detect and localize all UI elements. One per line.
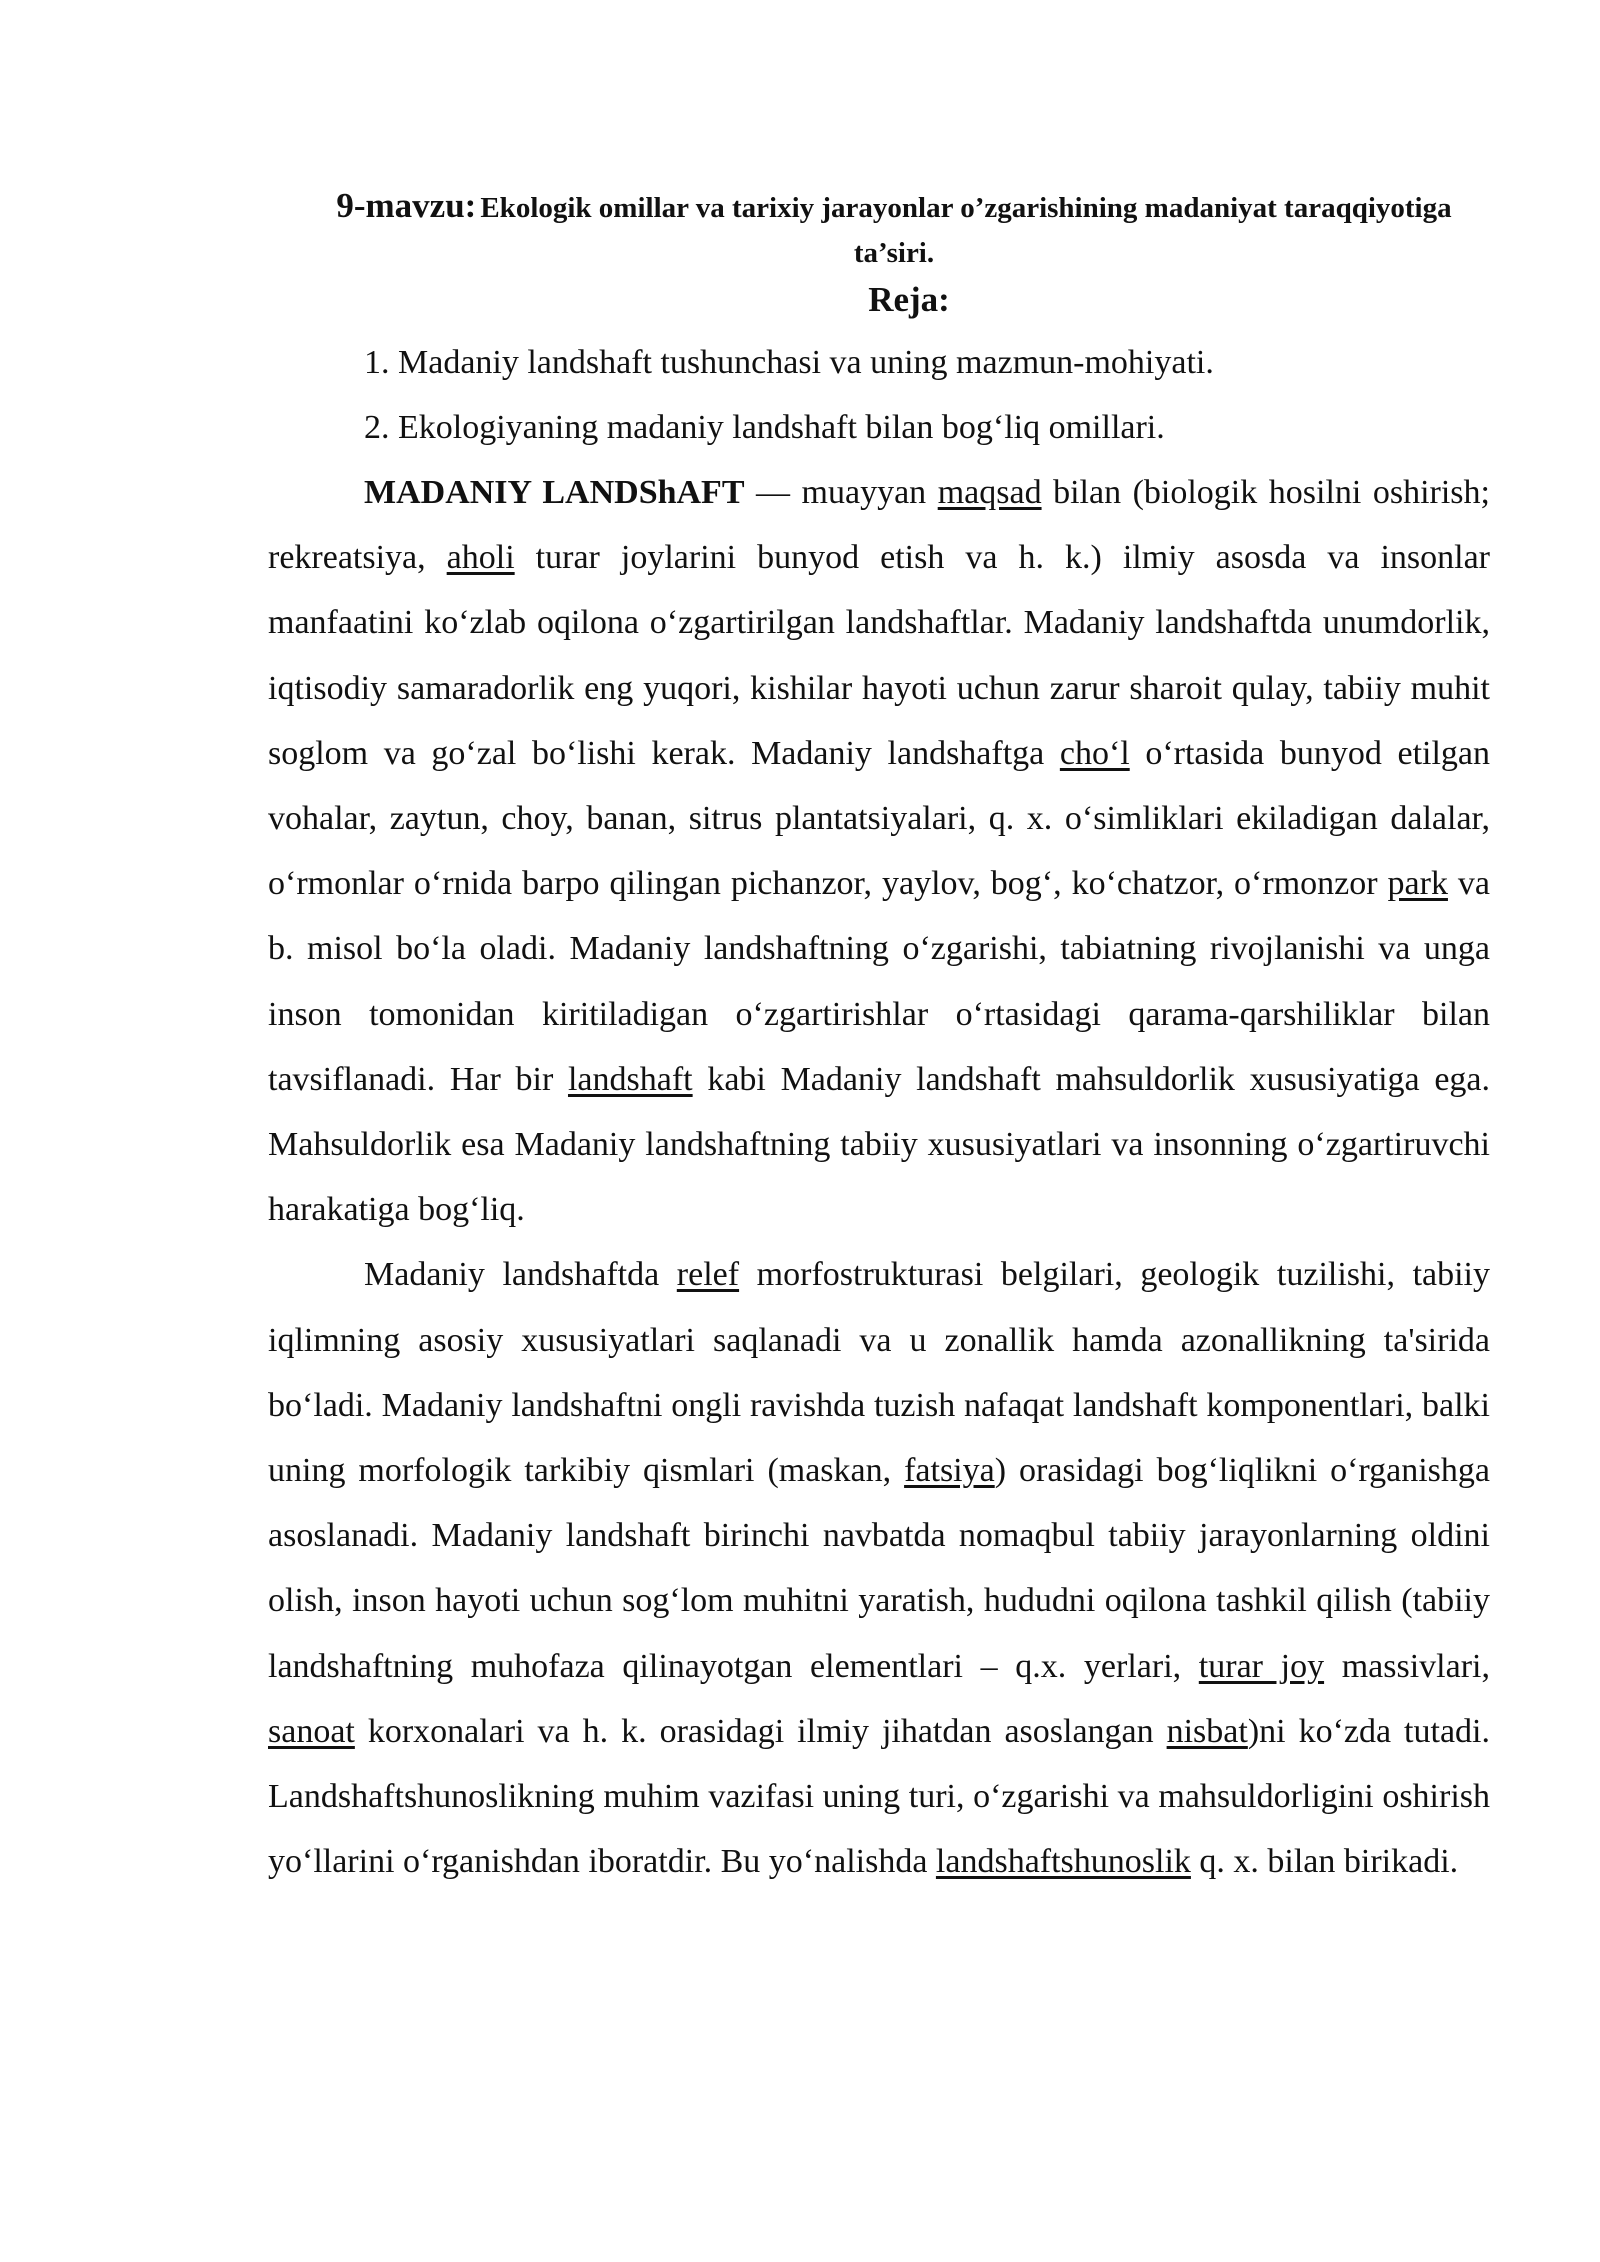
term-bold: MADANIY LANDShAFT <box>364 474 745 511</box>
p2-text-7: q. x. bilan birikadi. <box>1190 1843 1459 1881</box>
link-relef[interactable]: relef <box>676 1256 740 1294</box>
paragraph-2 <box>268 1242 1490 1894</box>
link-landshaft[interactable]: landshaft <box>567 1060 693 1098</box>
topic-title <box>268 186 1490 278</box>
plan-heading: Reja: <box>868 280 950 319</box>
p2-text-3: ) orasidagi bog‘liqlikni o‘rganishga asoslanadi. Madaniy landshaft birinchi navbatda nomaqbul tabiiy jarayonlarning oldini olish, inson hayoti uchun sog‘lom muhitni yaratish, hududni oqilona tashkil qilish (tabiiy landshaftning muhofaza qilinayotgan elementlari – q.x. yerlari, <box>268 1452 1490 1685</box>
topic-text: Ekologik omillar va tarixiy jarayonlar o’zgarishining madaniyat taraqqiyotiga ta’siri. <box>480 192 1452 269</box>
link-landshaftshunoslik[interactable]: landshaftshunoslik <box>935 1843 1191 1881</box>
p2-text-5: korxonalari va h. k. orasidagi ilmiy jihatdan asoslangan <box>354 1712 1167 1750</box>
link-fatsiya[interactable]: fatsiya <box>904 1452 995 1490</box>
link-park[interactable]: park <box>1387 865 1448 903</box>
link-chol[interactable]: cho‘l <box>1059 734 1130 772</box>
link-nisbat[interactable]: nisbat <box>1166 1712 1248 1750</box>
p2-text-4: massivlari, <box>1324 1647 1490 1685</box>
paragraph-1 <box>268 460 1490 1242</box>
p2-text-1: Madaniy landshaftda <box>364 1256 677 1294</box>
link-turar-joy[interactable]: turar joy <box>1198 1647 1325 1685</box>
p2-text-6: )ni ko‘zda tutadi. Landshaftshunoslikning muhim vazifasi uning turi, o‘zgarishi va mahsuldorligini oshirish yo‘llarini o‘rganishdan iboratdir. Bu yo‘nalishda <box>268 1712 1490 1881</box>
p1-text-2: bilan (biologik hosilni oshirish; rekreatsiya, <box>268 474 1490 577</box>
plan-item-1: 1. Madaniy landshaft tushunchasi va uning mazmun-mohiyati. <box>364 344 1214 381</box>
link-maqsad[interactable]: maqsad <box>937 474 1042 511</box>
p1-text-4: o‘rtasida bunyod etilgan vohalar, zaytun, choy, banan, sitrus plantatsiyalari, q. x. o‘simliklari ekiladigan dalalar, o‘rmonlar o‘rnida barpo qilingan pichanzor, yaylov, bog‘, ko‘chatzor, o‘rmonzor <box>268 734 1490 903</box>
topic-number: 9-mavzu: <box>336 186 477 225</box>
p1-text-6: kabi Madaniy landshaft mahsuldorlik xususiyatiga ega. Mahsuldorlik esa Madaniy landshaftning tabiiy xususiyatlari va insonning o‘zgartiruvchi harakatiga bog‘liq. <box>268 1060 1490 1229</box>
document-page <box>268 186 1490 1894</box>
p1-text-5: va b. misol bo‘la oladi. Madaniy landshaftning o‘zgarishi, tabiatning rivojlanishi va unga inson tomonidan kiritiladigan o‘zgartirishlar o‘rtasidagi qarama-qarshiliklar bilan tavsiflanadi. Har bir <box>268 865 1491 1098</box>
link-aholi[interactable]: aholi <box>446 539 515 577</box>
p1-text-3: turar joylarini bunyod etish va h. k.) ilmiy asosda va insonlar manfaatini ko‘zlab oqilona o‘zgartirilgan landshaftlar. Madaniy landshaftda unumdorlik, iqtisodiy samaradorlik eng yuqori, kishilar hayoti uchun zarur sharoit qulay, tabiiy muhit soglom va go‘zal bo‘lishi kerak. Madaniy landshaftga <box>268 539 1490 772</box>
p1-text-1: — muayyan <box>744 474 938 511</box>
p2-text-2: morfostrukturasi belgilari, geologik tuzilishi, tabiiy iqlimning asosiy xususiyatlari saqlanadi va u zonallik hamda azonallikning ta'sirida bo‘ladi. Madaniy landshaftni ongli ravishda tuzish nafaqat landshaft komponentlari, balki uning morfologik tarkibiy qismlari (maskan, <box>268 1256 1490 1490</box>
link-sanoat[interactable]: sanoat <box>268 1712 355 1750</box>
plan-item-2: 2. Ekologiyaning madaniy landshaft bilan bog‘liq omillari. <box>364 409 1165 446</box>
